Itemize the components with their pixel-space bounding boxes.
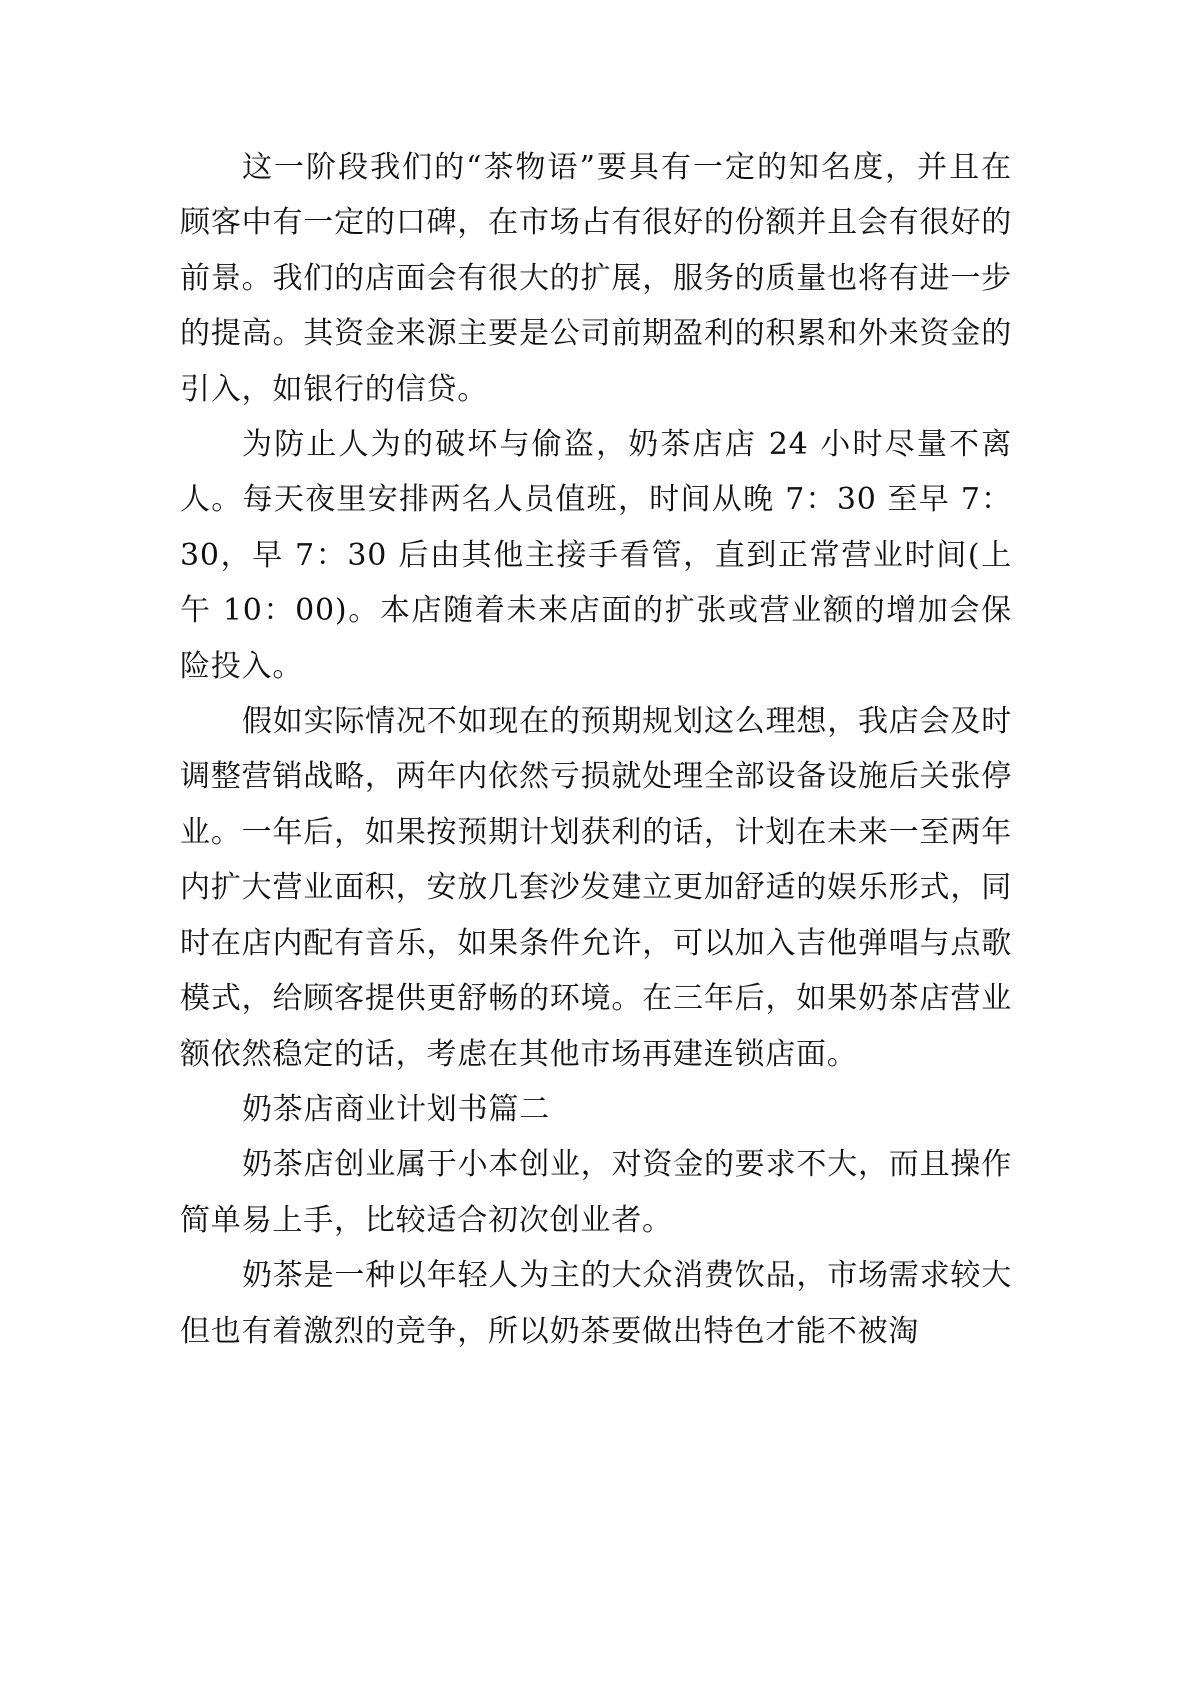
section-heading: 奶茶店商业计划书篇二 <box>242 1091 550 1127</box>
paragraph-contingency-plan: 假如实际情况不如现在的预期规划这么理想，我店会及时调整营销战略，两年内依然亏损就处理全部设备设施后关张停业。一年后，如果按预期计划获利的话，计划在未来一至两年内扩大营业面积，安放几套沙发建立更加舒适的娱乐形式，同时在店内配有音乐，如果条件允许，可以加入吉他弹唱与点歌模式，给顾客提供更舒畅的环境。在三年后，如果奶茶店营业额依然稳定的话，考虑在其他市场再建连锁店面。 <box>180 704 1012 1072</box>
paragraph-small-business: 奶茶店创业属于小本创业，对资金的要求不大，而且操作简单易上手，比较适合初次创业者。 <box>180 1147 1012 1238</box>
paragraph-security-staffing: 为防止人为的破坏与偷盗，奶茶店店 24 小时尽量不离人。每天夜里安排两名人员值班，时间从晚 7：30 至早 7：30，早 7：30 后由其他主接手看管，直到正常营业时间(上午 10：00)。本店随着未来店面的扩张或营业额的增加会保险投入。 <box>180 427 1012 684</box>
paragraph-fame-stage: 这一阶段我们的“茶物语”要具有一定的知名度，并且在顾客中有一定的口碑，在市场占有很好的份额并且会有很好的前景。我们的店面会有很大的扩展，服务的质量也将有进一步的提高。其资金来源主要是公司前期盈利的积累和外来资金的引入，如银行的信贷。 <box>180 150 1012 407</box>
document-body <box>180 140 1012 1359</box>
paragraph-market-demand: 奶茶是一种以年轻人为主的大众消费饮品，市场需求较大但也有着激烈的竞争，所以奶茶要做出特色才能不被淘 <box>180 1258 1012 1349</box>
